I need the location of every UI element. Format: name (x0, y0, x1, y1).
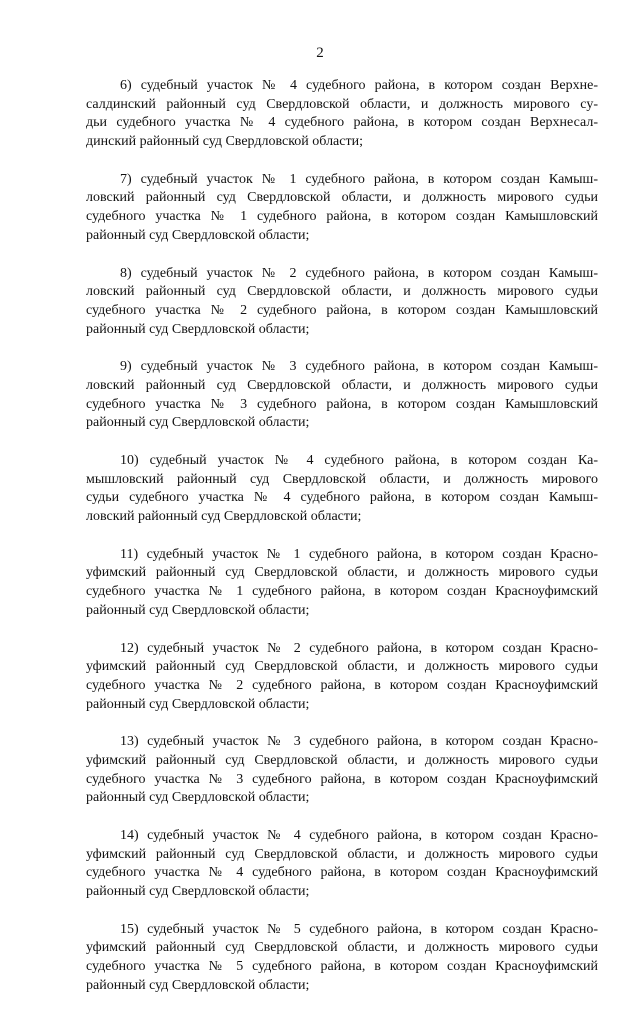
list-item-line: судьи судебного участка № 4 судебного района, в котором создан Камыш- (86, 490, 598, 506)
list-item (86, 452, 598, 527)
list-item (86, 171, 598, 246)
list-item (86, 546, 598, 621)
list-item-line: судебного участка № 3 судебного района, в котором создан Красноуфимский (86, 771, 598, 787)
list-item-line: 10) судебный участок № 4 судебного района, в котором создан Ка- (120, 453, 598, 468)
list-item-line: ловский районный суд Свердловской области, и должность мирового судьи (86, 284, 598, 300)
list-item (86, 640, 598, 715)
list-item-line: районный суд Свердловской области; (86, 790, 310, 806)
list-item-line: салдинский районный суд Свердловской области, и должность мирового су- (86, 96, 598, 112)
list-item-line: судебного участка № 1 судебного района, в котором создан Красноуфимский (86, 584, 598, 600)
list-item (86, 77, 598, 152)
list-item-line: ловский районный суд Свердловской области; (86, 509, 362, 525)
list-item-line: динский районный суд Свердловской области; (86, 134, 363, 150)
list-item-line: 7) судебный участок № 1 судебного района, в котором создан Камыш- (120, 171, 598, 187)
list-item-line: районный суд Свердловской области; (86, 602, 310, 618)
enumerated-list (86, 77, 598, 1015)
list-item-line: судебного участка № 5 судебного района, в котором создан Красноуфимский (86, 959, 598, 975)
list-item-line: судебного участка № 1 судебного района, в котором создан Камышловский (86, 209, 598, 225)
list-item-line: районный суд Свердловской области; (86, 696, 310, 712)
list-item (86, 827, 598, 902)
list-item (86, 733, 598, 808)
list-item-line: уфимский районный суд Свердловской области, и должность мирового судьи (86, 565, 598, 581)
list-item-line: районный суд Свердловской области; (86, 977, 310, 993)
list-item-line: районный суд Свердловской области; (86, 227, 310, 243)
list-item-line: судебного участка № 3 судебного района, в котором создан Камышловский (86, 396, 598, 412)
list-item-line: уфимский районный суд Свердловской области, и должность мирового судьи (86, 846, 598, 862)
list-item-line: 9) судебный участок № 3 судебного района, в котором создан Камыш- (120, 359, 598, 375)
list-item (86, 921, 598, 996)
list-item-line: районный суд Свердловской области; (86, 321, 310, 337)
list-item-line: судебного участка № 4 судебного района, в котором создан Красноуфимский (86, 865, 598, 881)
list-item-line: районный суд Свердловской области; (86, 884, 310, 900)
list-item-line: 13) судебный участок № 3 судебного района, в котором создан Красно- (120, 734, 598, 750)
page-number: 2 (316, 45, 324, 61)
list-item-line: районный суд Свердловской области; (86, 415, 310, 431)
list-item-line: уфимский районный суд Свердловской области, и должность мирового судьи (86, 659, 598, 675)
list-item-line: уфимский районный суд Свердловской области, и должность мирового судьи (86, 752, 598, 768)
list-item-line: 15) судебный участок № 5 судебного района, в котором создан Красно- (120, 921, 598, 937)
list-item-line: уфимский районный суд Свердловской области, и должность мирового судьи (86, 940, 598, 956)
list-item (86, 358, 598, 433)
list-item-line: 12) судебный участок № 2 судебного района, в котором создан Красно- (120, 640, 598, 656)
list-item-line: мышловский районный суд Свердловской области, и должность мирового (86, 471, 598, 487)
list-item-line: ловский районный суд Свердловской области, и должность мирового судьи (86, 190, 598, 206)
list-item-line: ловский районный суд Свердловской области, и должность мирового судьи (86, 377, 598, 393)
list-item-line: дьи судебного участка № 4 судебного района, в котором создан Верхнесал- (86, 115, 598, 131)
list-item (86, 265, 598, 340)
list-item-line: 11) судебный участок № 1 судебного района, в котором создан Красно- (120, 546, 598, 562)
list-item-line: судебного участка № 2 судебного района, в котором создан Камышловский (86, 302, 598, 318)
list-item-line: 6) судебный участок № 4 судебного района, в котором создан Верхне- (120, 78, 598, 93)
list-item-line: судебного участка № 2 судебного района, в котором создан Красноуфимский (86, 677, 598, 693)
list-item-line: 14) судебный участок № 4 судебного района, в котором создан Красно- (120, 828, 598, 843)
list-item-line: 8) судебный участок № 2 судебного района, в котором создан Камыш- (120, 265, 598, 281)
